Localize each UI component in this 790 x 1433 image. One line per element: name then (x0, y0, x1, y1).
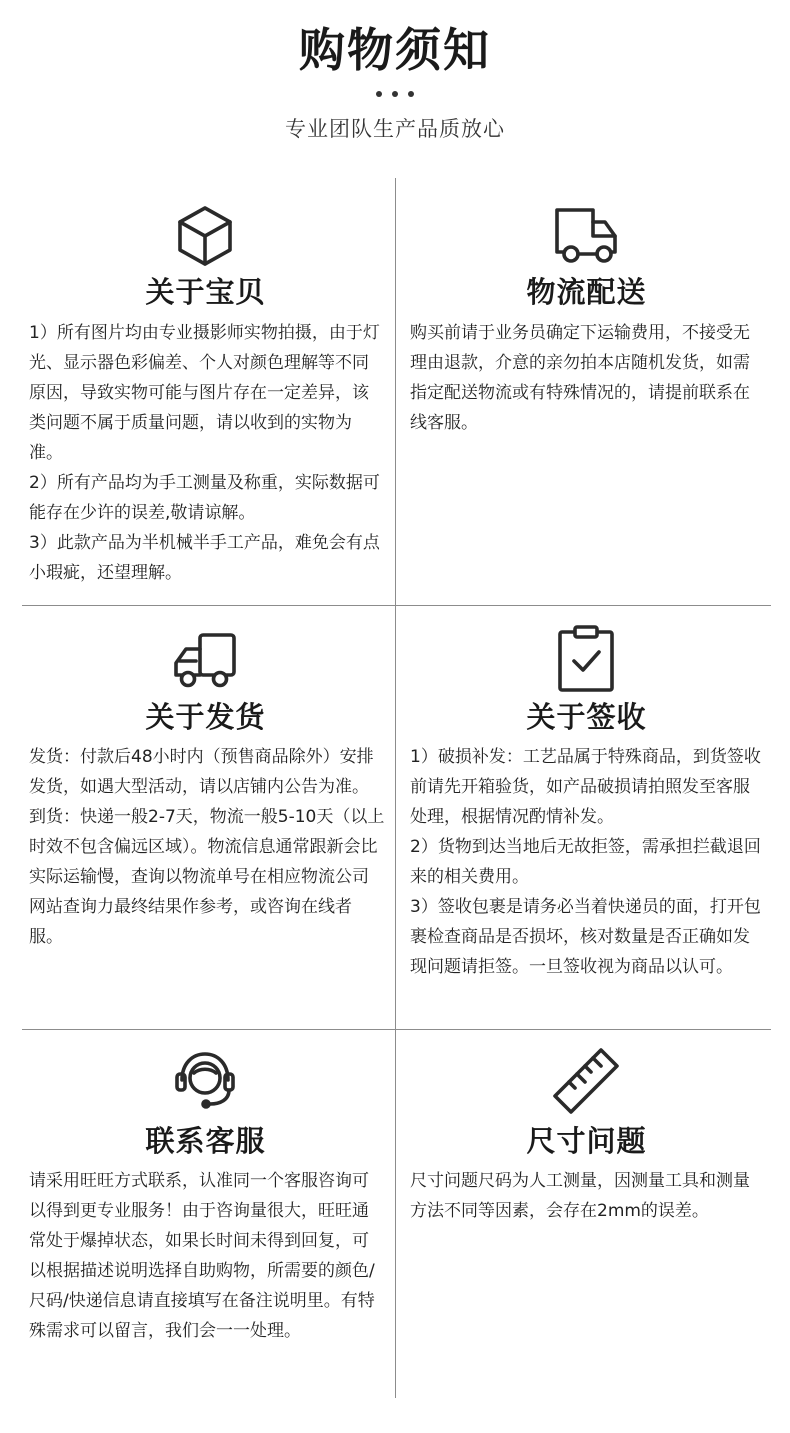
section-body-shipping (29, 742, 385, 952)
section-title-about-product: 关于宝贝 (145, 275, 266, 309)
truck-icon (170, 627, 240, 697)
delivery-truck-icon (551, 202, 621, 272)
horizontal-divider (22, 1029, 771, 1030)
horizontal-divider (22, 605, 771, 606)
section-title-receipt: 关于签收 (526, 700, 647, 734)
paragraph: 发货：付款后48小时内（预售商品除外）安排发货，如遇大型活动，请以店铺内公告为准。 (29, 747, 374, 797)
paragraph: 1）破损补发：工艺品属于特殊商品，到货签收前请先开箱验货，如产品破损请拍照发至客服处理，根据情况酌情补发。 (410, 747, 761, 827)
section-body-logistics (410, 318, 766, 438)
paragraph: 2）所有产品均为手工测量及称重，实际数据可能存在少许的误差,敬请谅解。 (29, 473, 380, 523)
paragraph: 购买前请于业务员确定下运输费用，不接受无理由退款，介意的亲勿拍本店随机发货，如需指定配送物流或有特殊情况的，请提前联系在线客服。 (410, 323, 750, 433)
section-body-receipt (410, 742, 766, 982)
section-title-logistics: 物流配送 (526, 275, 647, 309)
dots-divider (0, 86, 790, 98)
paragraph: 尺寸问题尺码为人工测量，因测量工具和测量方法不同等因素，会存在2mm的误差。 (410, 1171, 750, 1221)
paragraph: 请采用旺旺方式联系，认准同一个客服咨询可以得到更专业服务！由于咨询量很大，旺旺通常处于爆掉状态，如果长时间未得到回复，可以根据描述说明选择自助购物，所需要的颜色/尺码/快递信息请直接填写在备注说明里。有特殊需求可以留言，我们会一一处理。 (29, 1171, 375, 1341)
paragraph: 到货：快递一般2-7天，物流一般5-10天（以上时效不包含偏远区域）。物流信息通常跟新会比实际运输慢，查询以物流单号在相应物流公司网站查询力最终结果作参考，或咨询在线者服。 (29, 807, 385, 947)
paragraph: 2）货物到达当地后无故拒签，需承担拦截退回来的相关费用。 (410, 837, 761, 887)
section-body-size (410, 1166, 766, 1226)
clipboard-check-icon (551, 624, 621, 694)
headset-icon (170, 1046, 240, 1116)
cube-icon (170, 202, 240, 272)
section-title-size: 尺寸问题 (526, 1124, 647, 1158)
paragraph: 3）签收包裹是请务必当着快递员的面，打开包裹检查商品是否损坏，核对数量是否正确如发现问题请拒签。一旦签收视为商品以认可。 (410, 897, 761, 977)
vertical-divider (395, 178, 396, 1398)
paragraph: 3）此款产品为半机械半手工产品，难免会有点小瑕疵，还望理解。 (29, 533, 380, 583)
section-body-about-product (29, 318, 385, 588)
section-title-shipping: 关于发货 (145, 700, 266, 734)
page-subtitle: 专业团队生产品质放心 (285, 117, 505, 141)
page-title: 购物须知 (299, 23, 491, 77)
section-title-customer-service: 联系客服 (145, 1124, 266, 1158)
section-body-customer-service (29, 1166, 385, 1346)
paragraph: 1）所有图片均由专业摄影师实物拍摄，由于灯光、显示器色彩偏差、个人对颜色理解等不同原因，导致实物可能与图片存在一定差异，该类问题不属于质量问题，请以收到的实物为准。 (29, 323, 380, 463)
ruler-icon (551, 1046, 621, 1116)
